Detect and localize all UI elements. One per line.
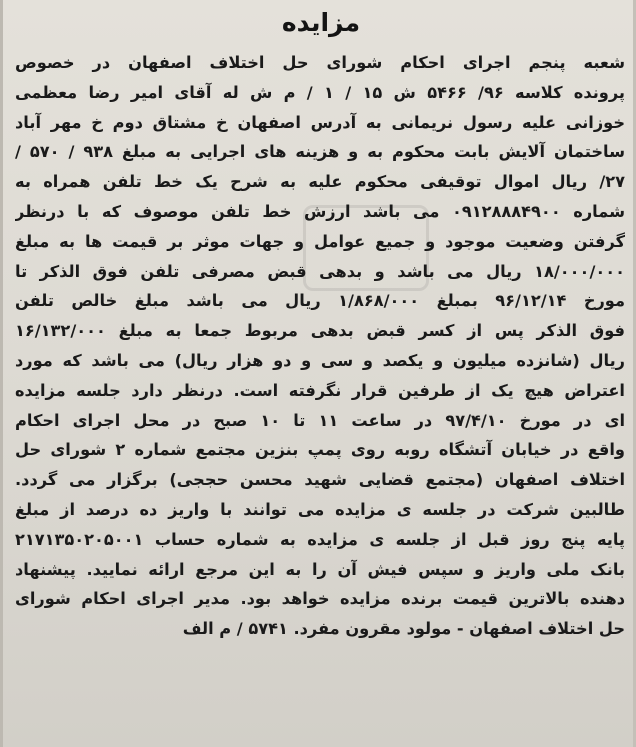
notice-line: ای در مورخ ۹۷/۴/۱۰ در ساعت ۱۱ تا ۱۰ صبح در محل اجرای احکام xyxy=(15,410,625,430)
notice-line: شماره ۰۹۱۲۸۸۸۴۹۰۰ می باشد ارزش خط تلفن موصوف که با درنظر xyxy=(15,201,625,221)
notice-line: طالبین شرکت در جلسه ی مزایده می توانند با واریز ده درصد از مبلغ xyxy=(15,499,625,519)
notice-line: اختلاف اصفهان (مجتمع قضایی شهید محسن حججی) برگزار می گردد. xyxy=(15,470,625,490)
notice-line: ۱۸/۰۰۰/۰۰۰ ریال می باشد و بدهی قبض مصرفی تلفن فوق الذکر تا xyxy=(15,261,625,281)
notice-line: ریال (شانزده میلیون و یکصد و سی و دو هزار ریال) می باشد که مورد xyxy=(15,350,625,370)
notice-line: واقع در خیابان آتشگاه روبه روی پمپ بنزین مجتمع شماره ۲ شورای حل xyxy=(15,440,625,460)
notice-line: ساختمان آلایش بابت محکوم به و هزینه های اجرایی به مبلغ ۹۳۸ / ۵۷۰ / xyxy=(15,142,625,162)
notice-title: مزایده xyxy=(281,8,361,37)
notice-line: فوق الذکر پس از کسر قبض بدهی مربوط جمعا به مبلغ ۱۶/۱۳۲/۰۰۰ xyxy=(15,321,625,341)
notice-line: ۲۷/ ریال اموال توقیفی محکوم علیه به شرح یک خط تلفن همراه به xyxy=(15,172,625,192)
notice-line: خوزانی علیه رسول نریمانی به آدرس اصفهان خ مشتاق دوم خ مهر آباد xyxy=(15,112,625,132)
notice-line: گرفتن وضعیت موجود و جمیع عوامل و جهات موثر بر قیمت ها به مبلغ xyxy=(15,231,625,251)
notice-line: پایه پنج روز قبل از جلسه ی مزایده به شماره حساب ۲۱۷۱۳۵۰۲۰۵۰۰۱ xyxy=(15,529,625,549)
notice-line: اعتراض هیچ یک از طرفین قرار نگرفته است. درنظر دارد جلسه مزایده xyxy=(15,380,625,400)
notice-line: حل اختلاف اصفهان - مولود مقرون مفرد. ۵۷۴۱ / م الف xyxy=(182,619,625,639)
notice-line: پرونده کلاسه ۹۶/ ۵۴۶۶ ش ۱۵ / ۱ / م ش له آقای امیر رضا معظمی xyxy=(15,82,625,102)
notice-line: مورخ ۹۶/۱۲/۱۴ بمبلغ ۱/۸۶۸/۰۰۰ ریال می باشد مبلغ خالص تلفن xyxy=(15,291,625,311)
notice-line: شعبه پنجم اجرای احکام شورای حل اختلاف اصفهان در خصوص xyxy=(15,53,625,72)
notice-line: دهنده بالاترین قیمت برنده مزایده خواهد بود. مدیر اجرای احکام شورای xyxy=(15,589,625,609)
notice-line: بانک ملی واریز و سپس فیش آن را به این مرجع ارائه نمایید. پیشنهاد xyxy=(15,559,625,579)
notice-body xyxy=(15,48,625,644)
